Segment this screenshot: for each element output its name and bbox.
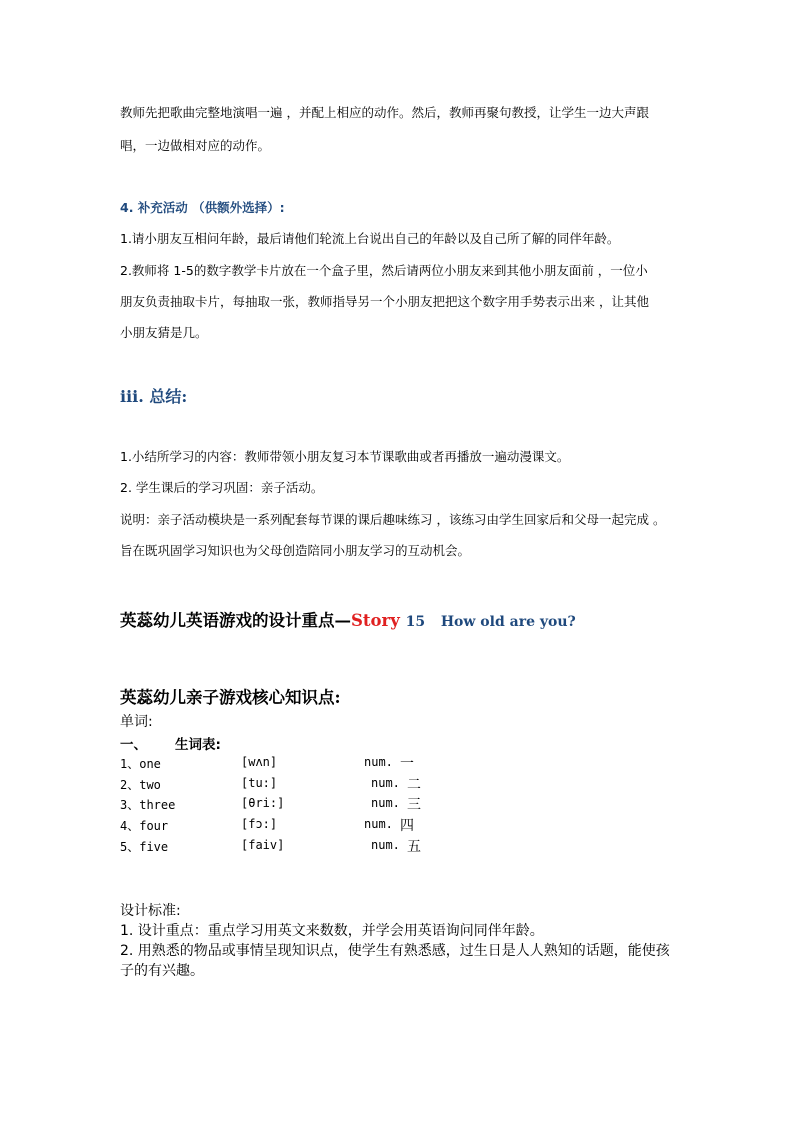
vocab-heading-number: 一、: [120, 737, 147, 753]
vocab-word: 3、three: [120, 798, 176, 812]
vocab-pos: num.: [371, 838, 400, 852]
vocab-chinese: 五: [407, 839, 421, 855]
vocab-word: 2、two: [120, 778, 161, 792]
activity-item-2-line-2: 朋友负责抽取卡片，每抽取一张，教师指导另一个小朋友把把这个数字用手势表示出来 ，让其他: [120, 294, 649, 309]
vocab-heading: [120, 733, 221, 753]
activity-item-2-line-1: 2.教师将 1-5的数字教学卡片放在一个盒子里，然后请两位小朋友来到其他小朋友面前 ，一位小: [120, 263, 648, 278]
summary-item-1: 1.小结所学习的内容：教师带领小朋友复习本节课歌曲或者再播放一遍动漫课文。: [120, 449, 570, 464]
vocab-ipa: [tu:]: [241, 776, 278, 790]
vocab-word: 4、four: [120, 819, 169, 833]
activity-item-1: 1.请小朋友互相问年龄，最后请他们轮流上台说出自己的年龄以及自己所了解的同伴年龄。: [120, 231, 620, 246]
vocab-pos: num.: [364, 817, 393, 831]
intro-line-1: 教师先把歌曲完整地演唱一遍 ，并配上相应的动作。然后，教师再聚句教授，让学生一边大声跟: [120, 105, 649, 120]
vocab-pos: num.: [364, 755, 393, 769]
vocab-ipa: [fɔ:]: [241, 817, 278, 831]
vocab-word: 1、one: [120, 757, 161, 771]
intro-line-2: 唱，一边做相对应的动作。: [120, 138, 271, 153]
design-title-number: 15: [405, 614, 426, 630]
summary-item-2: 2. 学生课后的学习巩固：亲子活动。: [120, 480, 324, 495]
vocab-word: 5、five: [120, 840, 169, 854]
design-title-prefix: 英蕊幼儿英语游戏的设计重点—: [120, 611, 351, 630]
summary-note-line-1: 说明：亲子活动模块是一系列配套每节课的课后趣味练习 ，该练习由学生回家后和父母一起完成 。: [120, 512, 666, 527]
standards-item-1: 1. 设计重点：重点学习用英文来数数，并学会用英语询问同伴年龄。: [120, 923, 544, 939]
vocab-chinese: 三: [407, 797, 421, 813]
vocab-pos: num.: [371, 796, 400, 810]
vocab-heading-label: 生词表:: [175, 737, 221, 753]
standards-item-2-line-2: 子的有兴趣。: [120, 963, 204, 979]
vocab-chinese: 二: [407, 777, 421, 793]
activity-item-2-line-3: 小朋友猜是几。: [120, 325, 208, 340]
summary-heading: ⅲ. 总结:: [120, 387, 188, 406]
section-4-heading: 4. 补充活动 （供额外选择）:: [120, 200, 285, 215]
summary-note-line-2: 旨在既巩固学习知识也为父母创造陪同小朋友学习的互动机会。: [120, 543, 471, 558]
vocab-pos: num.: [371, 776, 400, 790]
design-title: [120, 607, 576, 631]
standards-heading: 设计标准:: [120, 903, 181, 919]
vocab-ipa: [θri:]: [241, 796, 285, 810]
vocab-ipa: [faiv]: [241, 838, 285, 852]
design-title-subtitle: How old are you?: [440, 614, 576, 630]
vocab-chinese: 四: [400, 818, 414, 834]
design-title-story: Story: [351, 611, 400, 630]
core-heading: 英蕊幼儿亲子游戏核心知识点:: [120, 688, 341, 707]
words-label: 单词:: [120, 714, 153, 730]
vocab-ipa: [wʌn]: [241, 755, 278, 769]
vocab-chinese: 一: [400, 756, 414, 772]
standards-item-2-line-1: 2. 用熟悉的物品或事情呈现知识点，使学生有熟悉感，过生日是人人熟知的话题，能使孩: [120, 943, 670, 959]
